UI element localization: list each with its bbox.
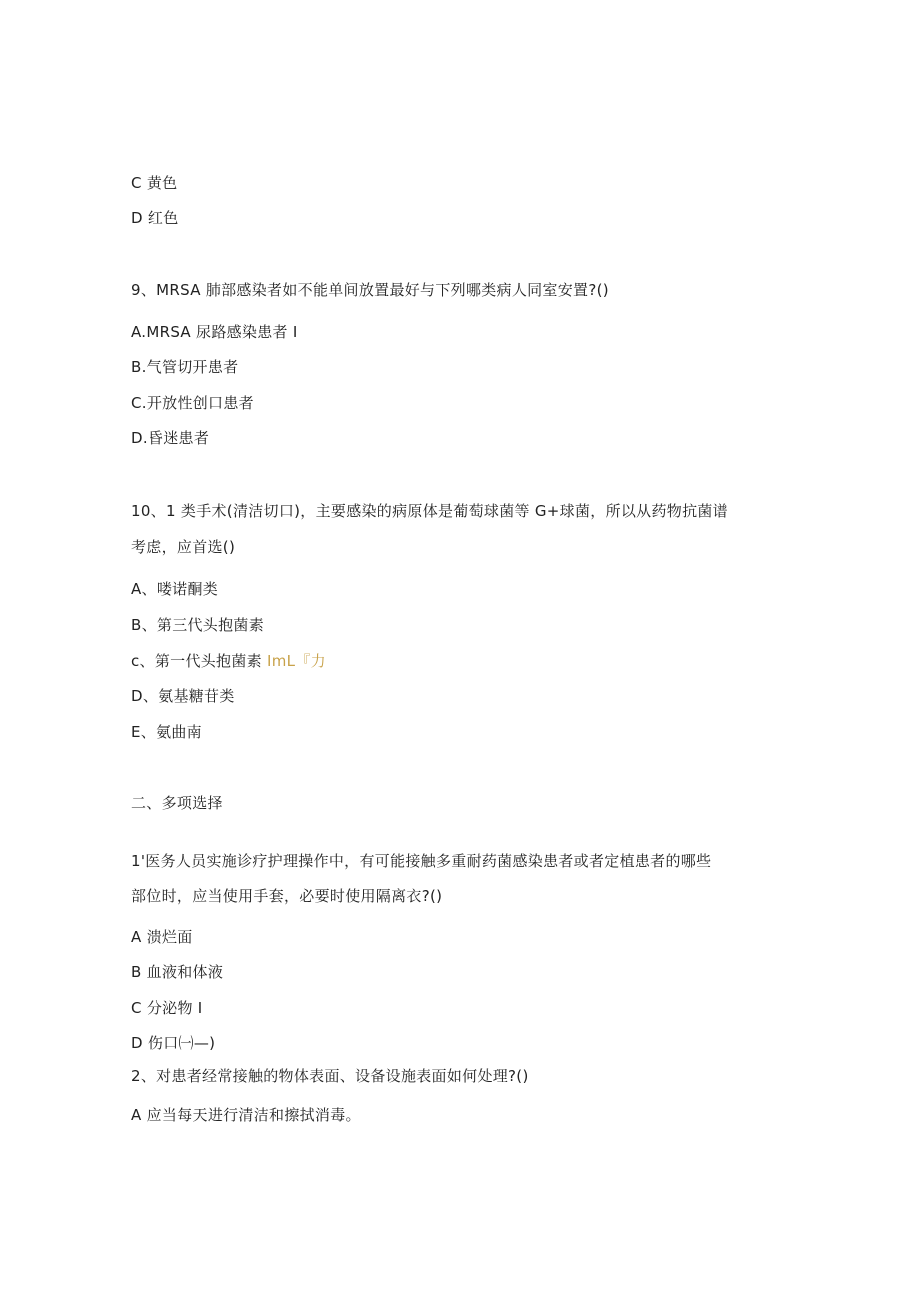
m2-question: 2、对患者经常接触的物体表面、设备设施表面如何处理?() (131, 1067, 529, 1085)
q8-option-d: D 红色 (131, 209, 179, 227)
m1-question-line1: 1'医务人员实施诊疗护理操作中，有可能接触多重耐药菌感染患者或者定植患者的哪些 (131, 852, 712, 870)
q10-option-b: B、第三代头抱菌素 (131, 616, 264, 634)
q10-option-c (131, 651, 326, 671)
q9-option-a: A.MRSA 尿路感染患者 I (131, 323, 298, 341)
q10-question-line2: 考虑，应首选() (131, 538, 236, 556)
q9-option-c: C.开放性创口患者 (131, 394, 254, 412)
q9-option-d: D.昏迷患者 (131, 429, 210, 447)
q10-option-a: A、喽诺酮类 (131, 580, 219, 598)
m1-option-a: A 溃烂面 (131, 928, 193, 946)
m1-option-b: B 血液和体液 (131, 963, 224, 981)
m2-option-a: A 应当每天进行清洁和擦拭消毒。 (131, 1106, 361, 1124)
q10-option-e: E、氨曲南 (131, 723, 202, 741)
q10-option-c-text: c、第一代头抱菌素 (131, 652, 262, 670)
q8-option-c: C 黄色 (131, 174, 178, 192)
m1-question-line2: 部位时，应当使用手套，必要时使用隔离衣?() (131, 887, 443, 905)
m1-option-c: C 分泌物 I (131, 999, 203, 1017)
q10-question-line1: 10、1 类手术(清洁切口)，主要感染的病原体是葡萄球菌等 G+球菌，所以从药物抗菌谱 (131, 502, 728, 520)
q10-option-d: D、氨基糖苷类 (131, 687, 235, 705)
m1-option-d: D 伤口㈠—) (131, 1034, 216, 1052)
q10-option-c-mark: ImL『力 (267, 652, 326, 670)
q9-question: 9、MRSA 肺部感染者如不能单间放置最好与下列哪类病人同室安置?() (131, 281, 609, 299)
section-heading: 二、多项选择 (131, 794, 223, 812)
q9-option-b: B.气管切开患者 (131, 358, 239, 376)
